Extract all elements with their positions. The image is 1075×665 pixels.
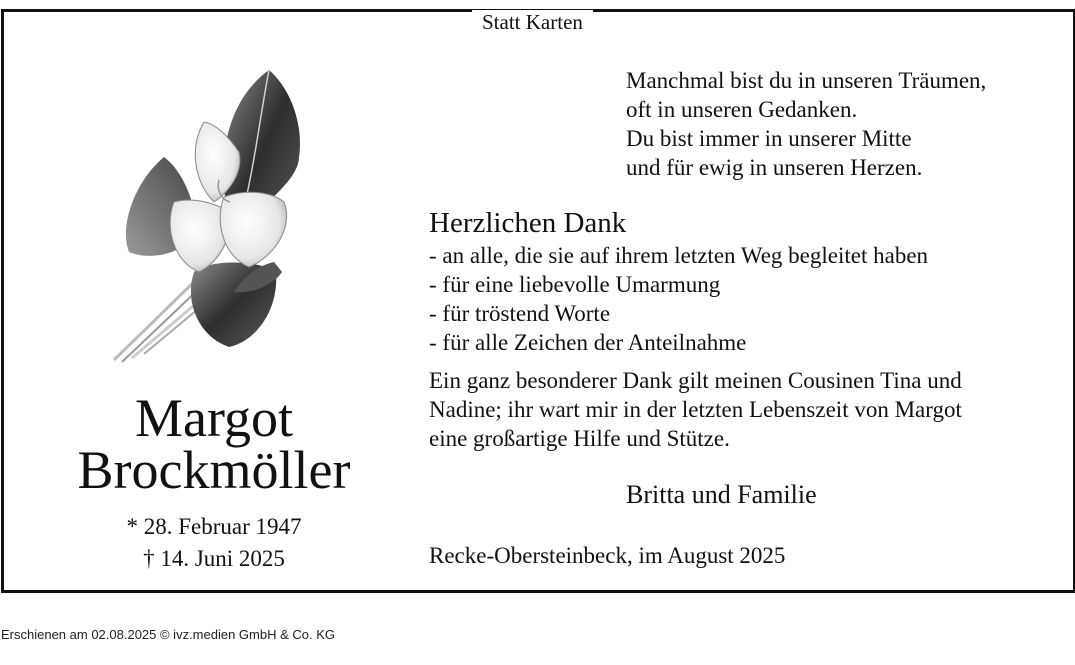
thanks-item: - an alle, die sie auf ihrem letzten Weg begleitet haben	[429, 243, 929, 268]
poem-line: oft in unseren Gedanken.	[626, 97, 858, 122]
thanks-item: - für alle Zeichen der Anteilnahme	[429, 330, 747, 355]
calla-lily-flower-icon	[104, 62, 314, 367]
poem	[626, 66, 986, 182]
thanks-heading: Herzlichen Dank	[429, 207, 627, 239]
header-label: Statt Karten	[472, 10, 593, 34]
special-thanks-line: Nadine; ihr wart mir in der letzten Lebenszeit von Margot	[429, 397, 962, 422]
signature: Britta und Familie	[626, 480, 817, 509]
thanks-item: - für eine liebevolle Umarmung	[429, 272, 721, 297]
poem-line: Manchmal bist du in unseren Träumen,	[626, 68, 987, 93]
special-thanks	[429, 366, 1029, 453]
poem-line: und für ewig in unseren Herzen.	[626, 155, 923, 180]
life-dates	[4, 511, 424, 575]
notice-frame	[1, 9, 1075, 593]
first-name: Margot	[135, 388, 293, 448]
thanks-item: - für tröstend Worte	[429, 301, 611, 326]
special-thanks-line: Ein ganz besonderer Dank gilt meinen Cousinen Tina und	[429, 368, 962, 393]
birth-date: * 28. Februar 1947	[126, 514, 302, 539]
deceased-name	[4, 388, 424, 500]
poem-line: Du bist immer in unserer Mitte	[626, 126, 912, 151]
publication-footer: Erschienen am 02.08.2025 © ivz.medien GmbH & Co. KG	[1, 627, 336, 642]
special-thanks-line: eine großartige Hilfe und Stütze.	[429, 426, 730, 451]
thanks-list	[429, 241, 928, 357]
death-date: † 14. Juni 2025	[143, 546, 285, 571]
last-name: Brockmöller	[77, 440, 351, 500]
place-date: Recke-Obersteinbeck, im August 2025	[429, 543, 786, 568]
